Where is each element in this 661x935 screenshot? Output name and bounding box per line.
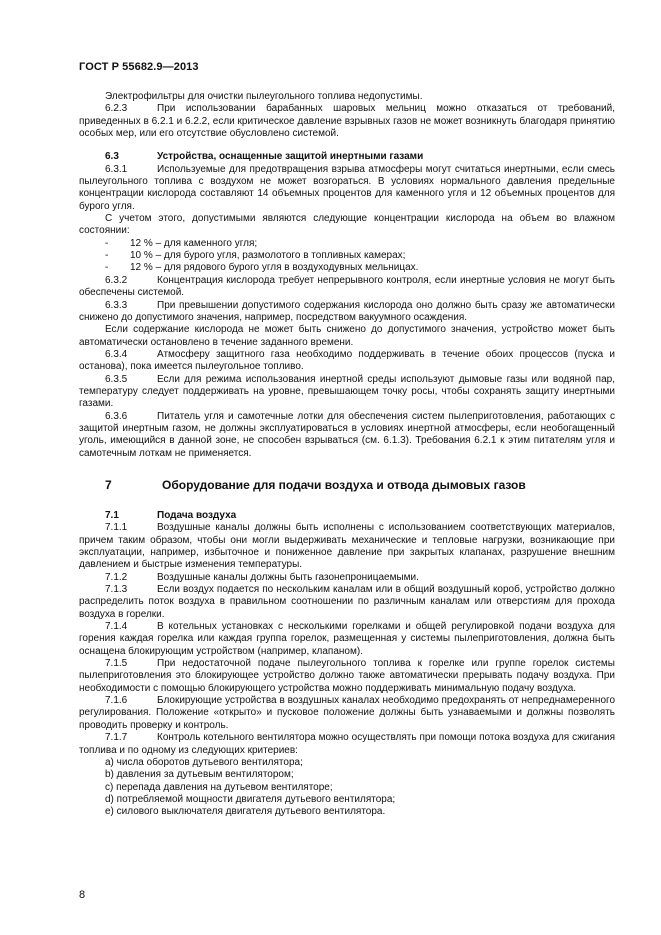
clause-6-3-3 bbox=[79, 300, 615, 325]
section-number: 7 bbox=[105, 477, 112, 492]
clause-6-3-6 bbox=[79, 411, 615, 460]
clause-number: 7.1.1 bbox=[105, 522, 128, 534]
clause-text: Если для режима использования инертной среды используют дымовые газы или водяной пар, температуру следует поддерживать на уровне, превышающем точку росы, чтобы сохранять защиту инертными газами. bbox=[79, 373, 615, 410]
clause-number: 6.3.4 bbox=[105, 348, 128, 360]
standard-header: ГОСТ Р 55682.9—2013 bbox=[79, 61, 199, 73]
list-item: e) силового выключателя двигателя дутьевого вентилятора. bbox=[105, 806, 386, 818]
clause-text: Используемые для предотвращения взрыва атмосферы могут считаться инертными, если смесь пылеугольного топлива с воздухом не может возгораться. В условиях нормального давления предельные концентрации кислорода составляют 14 объемных процентов для каменного угля и 12 объемных процентов для бурого угля. bbox=[79, 163, 615, 212]
clause-text: Если воздух подается по нескольким каналам или в общий воздушный короб, устройство должно распределить поток воздуха в правильном соотношении по различным каналам или отверстиям для прохода воздуха в горелки. bbox=[79, 584, 615, 620]
section-title: Оборудование для подачи воздуха и отвода дымовых газов bbox=[162, 477, 526, 492]
clause-7-1-4 bbox=[79, 621, 615, 658]
clause-7-1-5 bbox=[79, 658, 615, 695]
clause-text: Воздушные каналы должны быть исполнены с использованием соответствующих материалов, причем таким образом, чтобы они могли выдерживать механические и тепловые нагрузки, возникающие при эксплуатации, например, избыточное и пониженное давление при закрытых клапанах, разрушение внешним давлением и быстрые изменения температуры. bbox=[79, 522, 615, 571]
list-item: b) давления за дутьевым вентилятором; bbox=[105, 769, 294, 781]
clause-number: 6.2.3 bbox=[105, 103, 128, 115]
section-7-1-heading bbox=[79, 510, 615, 522]
dash-text: 12 % – для каменного угля; bbox=[130, 237, 258, 249]
clause-text: Блокирующие устройства в воздушных каналах необходимо предохранять от непреднамеренного регулирования. Положение «открыто» и пусковое положение должны быть узнаваемыми и должны позволять проводить проверку и контроль. bbox=[79, 695, 615, 731]
clause-text: Питатель угля и самотечные лотки для обеспечения систем пылеприготовления, работающих с защитой инертным газом, не должны эксплуатироваться в условиях инертной атмосферы, если необогащенный уголь, имеющийся в данной зоне, не способен взрываться (см. 6.1.3). Требования 6.2.1 к этим питателям угля и самотечным лоткам не применяется. bbox=[79, 410, 615, 459]
clause-text: Контроль котельного вентилятора можно осуществлять при помощи потока воздуха для сжигания топлива и по одному из следующих критериев: bbox=[79, 732, 615, 756]
section-title: Устройства, оснащенные защитой инертными газами bbox=[157, 151, 424, 163]
paragraph: Если содержание кислорода не может быть снижено до допустимого значения, устройство может быть автоматически остановлено в течение заданного времени. bbox=[79, 324, 615, 348]
clause-text: В котельных установках с несколькими горелками и общей регулировкой подачи воздуха для горения каждая горелка или каждая группа горелок, размещенная у системы пылеприготовления, должна быть оснащена блокирующим устройством (например, клапаном). bbox=[79, 621, 615, 657]
clause-6-3-2 bbox=[79, 275, 615, 300]
clause-number: 7.1.3 bbox=[105, 584, 128, 596]
dash-list-item bbox=[79, 250, 615, 262]
clause-number: 6.3.5 bbox=[105, 373, 128, 385]
clause-7-1-3 bbox=[79, 584, 615, 621]
clause-7-1-6 bbox=[79, 695, 615, 732]
list-item: d) потребляемой мощности двигателя дутьевого вентилятора; bbox=[105, 793, 396, 805]
dash-list-item bbox=[79, 238, 615, 250]
list-item: a) числа оборотов дутьевого вентилятора; bbox=[105, 756, 303, 768]
clause-6-3-1 bbox=[79, 164, 615, 213]
clause-text: При использовании барабанных шаровых мельниц можно отказаться от требований, приведенных в 6.2.1 и 6.2.2, если критическое давление взрывных газов не может возникнуть благодаря принятию особых мер, или его отсутствие обусловлено системой. bbox=[79, 103, 615, 140]
clause-6-2-3 bbox=[79, 103, 615, 140]
section-6-3-heading bbox=[79, 151, 615, 163]
section-number: 6.3 bbox=[105, 151, 119, 163]
clause-number: 6.3.3 bbox=[105, 299, 128, 311]
clause-6-3-4 bbox=[79, 349, 615, 374]
dash-text: 12 % – для рядового бурого угля в воздуходувных мельницах. bbox=[130, 262, 419, 274]
dash-marker: - bbox=[105, 237, 109, 249]
clause-text: Концентрация кислорода требует непрерывного контроля, если инертные условия не могут быть обеспечены системой. bbox=[79, 274, 615, 299]
clause-7-1-1 bbox=[79, 522, 615, 571]
clause-number: 6.3.6 bbox=[105, 410, 128, 422]
dash-text: 10 % – для бурого угля, размолотого в топливных камерах; bbox=[130, 250, 406, 262]
page-number: 8 bbox=[79, 889, 86, 901]
dash-marker: - bbox=[105, 262, 109, 274]
clause-text: Атмосферу защитного газа необходимо поддерживать в течение обоих процессов (пуска и останова), пока имеется пылеугольное топливо. bbox=[79, 348, 615, 373]
clause-number: 7.1.4 bbox=[105, 621, 128, 633]
section-number: 7.1 bbox=[105, 509, 119, 521]
clause-text: При недостаточной подаче пылеугольного топлива к горелке или группе горелок системы пылеприготовления это блокирующее устройство должно также автоматически прерывать подачу воздуха. При необходимости с помощью блокирующего устройства можно поддерживать минимальную подачу воздуха. bbox=[79, 658, 615, 694]
clause-6-3-5 bbox=[79, 374, 615, 411]
document-body bbox=[79, 91, 615, 819]
section-title: Подача воздуха bbox=[157, 509, 237, 521]
clause-text: При превышении допустимого содержания кислорода оно должно быть сразу же автоматически снижено до допустимого значения, например, посредством вакуумного осаждения. bbox=[79, 299, 615, 323]
section-7-heading bbox=[79, 478, 615, 493]
dash-marker: - bbox=[105, 250, 109, 262]
clause-number: 7.1.6 bbox=[105, 695, 128, 707]
clause-number: 7.1.5 bbox=[105, 658, 128, 670]
clause-number: 6.3.1 bbox=[105, 163, 128, 175]
list-item: c) перепада давления на дутьевом вентиляторе; bbox=[105, 781, 333, 793]
clause-number: 7.1.7 bbox=[105, 732, 128, 744]
clause-number: 7.1.2 bbox=[105, 571, 128, 583]
clause-number: 6.3.2 bbox=[105, 274, 128, 286]
paragraph: Электрофильтры для очистки пылеугольного топлива недопустимы. bbox=[105, 91, 423, 102]
clause-text: Воздушные каналы должны быть газонепроницаемыми. bbox=[157, 571, 419, 583]
dash-list-item bbox=[79, 262, 615, 274]
clause-7-1-7 bbox=[79, 732, 615, 757]
paragraph: С учетом этого, допустимыми являются следующие концентрации кислорода на объем во влажном состоянии: bbox=[79, 213, 615, 237]
clause-7-1-2 bbox=[79, 572, 615, 584]
